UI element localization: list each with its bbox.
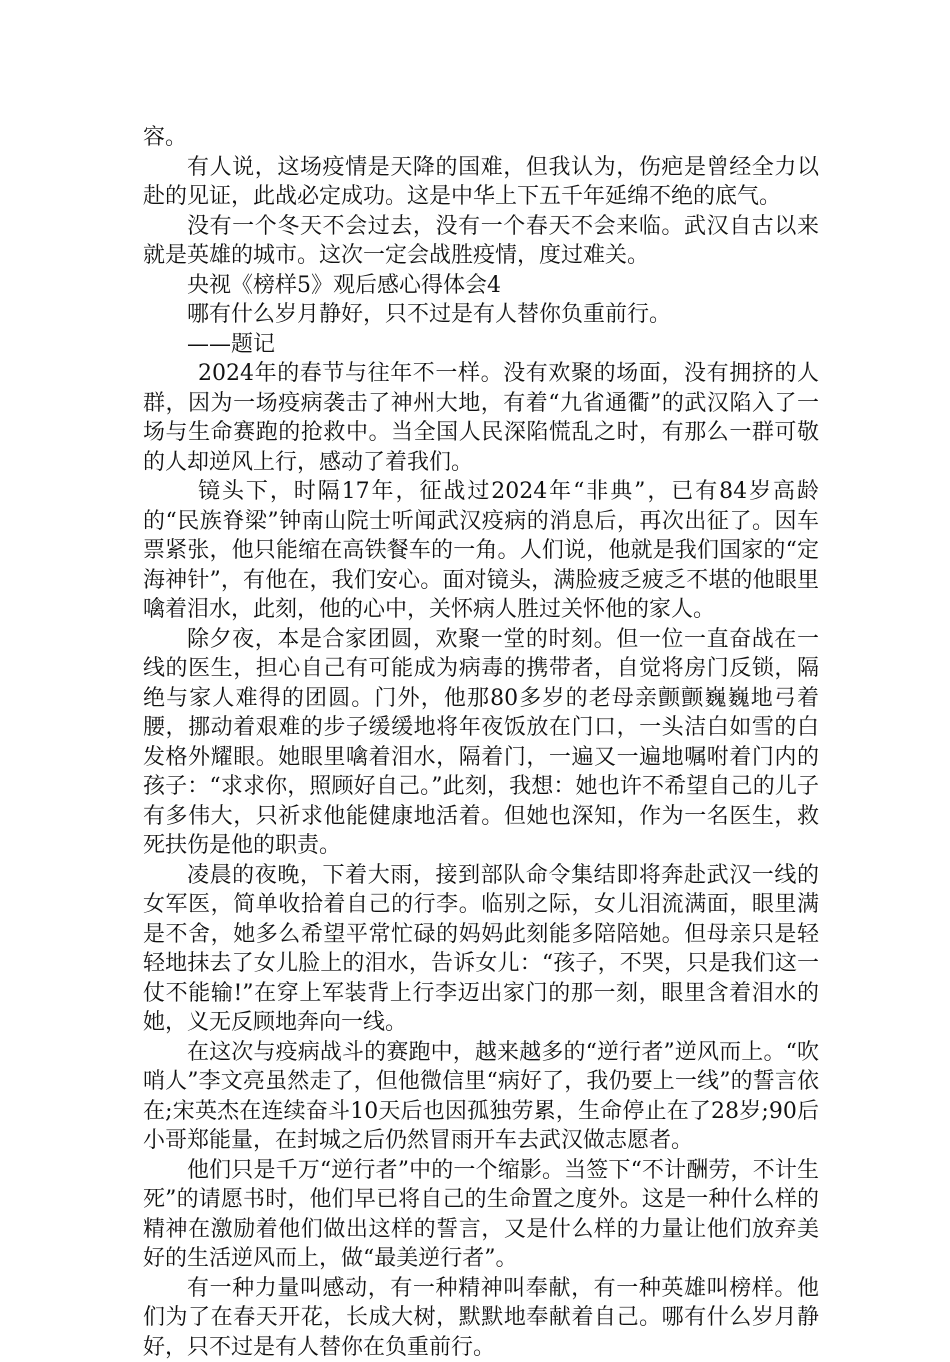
paragraph: 镜头下，时隔17年，征战过2024年“非典”，已有84岁高龄的“民族脊梁”钟南山院士听闻武汉疫病的消息后，再次出征了。因车票紧张，他只能缩在高铁餐车的一角。人们说，他就是我们国家的“定海神针”，有他在，我们安心。面对镜头，满脸疲乏疲乏不堪的他眼里噙着泪水，此刻，他的心中，关怀病人胜过关怀他的家人。 — [143, 477, 819, 625]
epigraph: 哪有什么岁月静好，只不过是有人替你负重前行。 — [143, 300, 819, 330]
paragraph-continuation: 容。 — [143, 123, 819, 153]
paragraph: 凌晨的夜晚，下着大雨，接到部队命令集结即将奔赴武汉一线的女军医，简单收拾着自己的行李。临别之际，女儿泪流满面，眼里满是不舍，她多么希望平常忙碌的妈妈此刻能多陪陪她。但母亲只是轻轻地抹去了女儿脸上的泪水，告诉女儿：“孩子，不哭，只是我们这一仗不能输!”在穿上军装背上行李迈出家门的那一刻，眼里含着泪水的她，义无反顾地奔向一线。 — [143, 861, 819, 1038]
paragraph: 没有一个冬天不会过去，没有一个春天不会来临。武汉自古以来就是英雄的城市。这次一定会战胜疫情，度过难关。 — [143, 212, 819, 271]
paragraph: 除夕夜，本是合家团圆，欢聚一堂的时刻。但一位一直奋战在一线的医生，担心自己有可能成为病毒的携带者，自觉将房门反锁，隔绝与家人难得的团圆。门外，他那80多岁的老母亲颤颤巍巍地弓着腰，挪动着艰难的步子缓缓地将年夜饭放在门口，一头洁白如雪的白发格外耀眼。她眼里噙着泪水，隔着门，一遍又一遍地嘱咐着门内的孩子：“求求你，照顾好自己。”此刻，我想：她也许不希望自己的儿子有多伟大，只祈求他能健康地活着。但她也深知，作为一名医生，救死扶伤是他的职责。 — [143, 625, 819, 861]
paragraph: 有一种力量叫感动，有一种精神叫奉献，有一种英雄叫榜样。他们为了在春天开花，长成大树，默默地奉献着自己。哪有什么岁月静好，只不过是有人替你在负重前行。 — [143, 1274, 819, 1362]
paragraph: 他们只是千万“逆行者”中的一个缩影。当签下“不计酬劳，不计生死”的请愿书时，他们早已将自己的生命置之度外。这是一种什么样的精神在激励着他们做出这样的誓言，又是什么样的力量让他们放弃美好的生活逆风而上，做“最美逆行者”。 — [143, 1156, 819, 1274]
epigraph-attribution: ——题记 — [143, 330, 819, 360]
document-page — [143, 123, 819, 1362]
paragraph: 在这次与疫病战斗的赛跑中，越来越多的“逆行者”逆风而上。“吹哨人”李文亮虽然走了，但他微信里“病好了，我仍要上一线”的誓言依在;宋英杰在连续奋斗10天后也因孤独劳累，生命停止在了28岁;90后小哥郑能量，在封城之后仍然冒雨开车去武汉做志愿者。 — [143, 1038, 819, 1156]
paragraph: 有人说，这场疫情是天降的国难，但我认为，伤疤是曾经全力以赴的见证，此战必定成功。这是中华上下五千年延绵不绝的底气。 — [143, 153, 819, 212]
section-title: 央视《榜样5》观后感心得体会4 — [143, 271, 819, 301]
paragraph: 2024年的春节与往年不一样。没有欢聚的场面，没有拥挤的人群，因为一场疫病袭击了神州大地，有着“九省通衢”的武汉陷入了一场与生命赛跑的抢救中。当全国人民深陷慌乱之时，有那么一群可敬的人却逆风上行，感动了着我们。 — [143, 359, 819, 477]
